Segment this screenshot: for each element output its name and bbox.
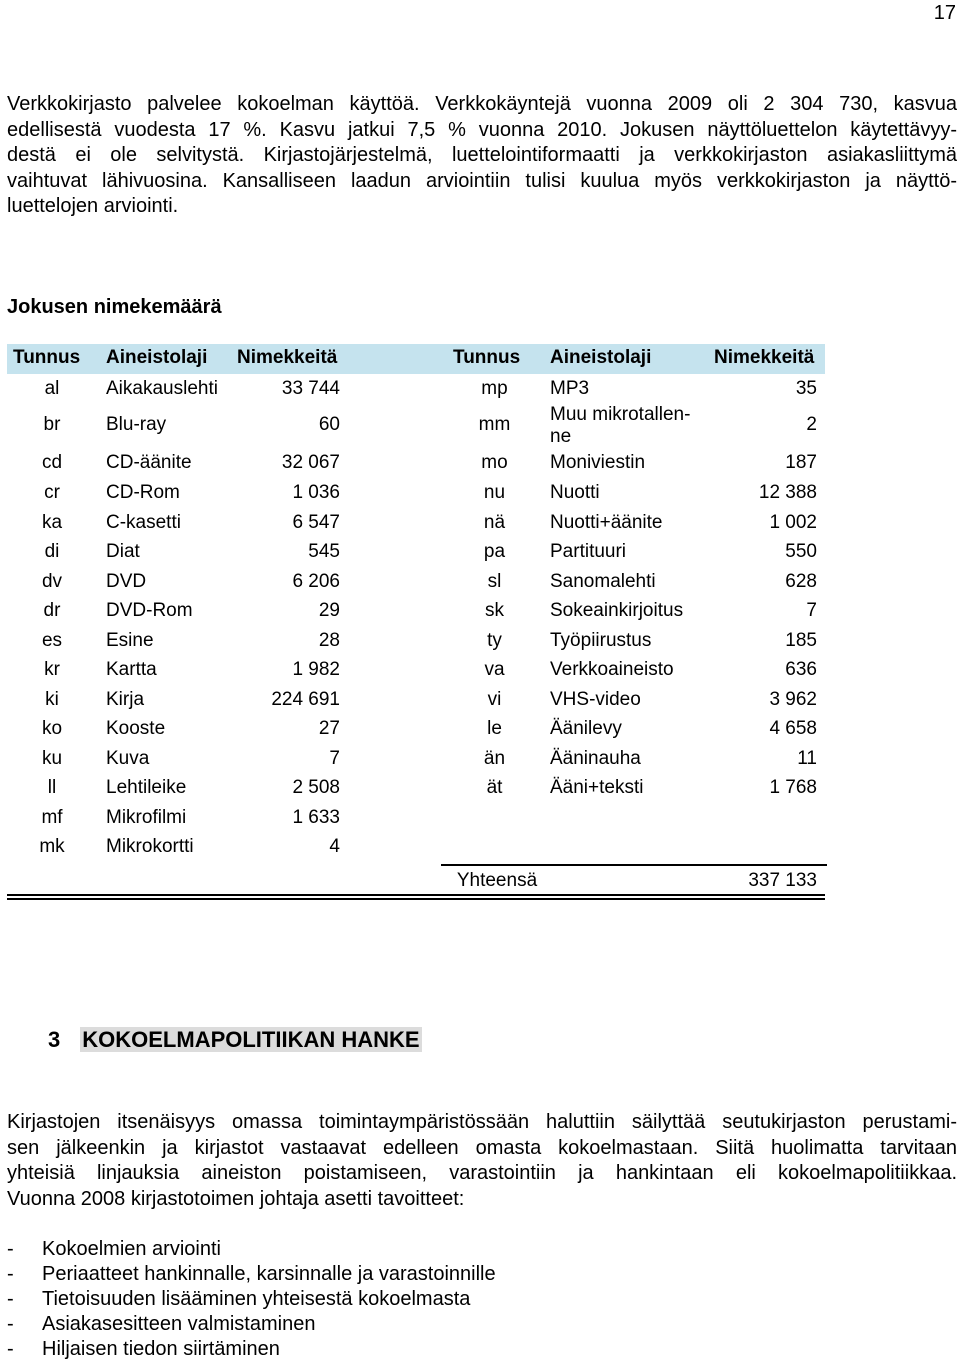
row-nimekkeita-left: 2 508: [292, 777, 340, 798]
row-aineistolaji-left: Aikakauslehti: [106, 378, 218, 399]
row-aineistolaji-left: C-kasetti: [106, 512, 181, 533]
row-tunnus-left: mf: [41, 807, 63, 828]
row-tunnus-left: mk: [39, 836, 65, 857]
section-paragraph: [7, 1110, 957, 1212]
row-aineistolaji-right: Verkkoaineisto: [550, 659, 674, 680]
list-item-text: Hiljaisen tiedon siirtäminen: [42, 1338, 280, 1360]
total-value: 337 133: [748, 870, 817, 891]
row-nimekkeita-left: 1 633: [292, 807, 340, 828]
row-aineistolaji-right: Muu mikrotallen-ne: [550, 404, 691, 447]
row-aineistolaji-left: Esine: [106, 630, 154, 651]
list-item-text: Tietoisuuden lisääminen yhteisestä kokoelmasta: [42, 1288, 471, 1310]
header-tunnus-right: Tunnus: [453, 347, 521, 368]
header-nimekkeita-left: Nimekkeitä: [237, 347, 338, 368]
page-number: 17: [933, 2, 956, 24]
section-heading: [48, 1027, 422, 1053]
intro-line: Verkkokirjasto palvelee kokoelman käyttöä. Verkkokäyntejä vuonna 2009 oli 2 304 730, kasvua: [7, 93, 957, 115]
header-aineistolaji-right: Aineistolaji: [550, 347, 652, 368]
header-nimekkeita-right: Nimekkeitä: [714, 347, 815, 368]
row-nimekkeita-right: 187: [785, 452, 817, 473]
row-tunnus-right: mo: [481, 452, 508, 473]
row-nimekkeita-left: 33 744: [281, 378, 340, 399]
row-nimekkeita-right: 4 658: [769, 718, 817, 739]
list-item: - Asiakasesitteen valmistaminen: [7, 1313, 316, 1335]
row-aineistolaji-left: DVD: [106, 571, 147, 592]
intro-paragraph: [7, 92, 957, 220]
row-nimekkeita-left: 28: [318, 630, 340, 651]
row-nimekkeita-right: 185: [785, 630, 817, 651]
row-nimekkeita-left: 224 691: [271, 689, 340, 710]
intro-line: edellisestä vuodesta 17 %. Kasvu jatkui 7,5 % vuonna 2010. Jokusen näyttöluettelon käytettävyy-: [7, 118, 957, 141]
list-item: - Hiljaisen tiedon siirtäminen: [7, 1338, 280, 1360]
row-nimekkeita-right: 550: [785, 541, 817, 562]
list-item: - Kokoelmien arviointi: [7, 1238, 221, 1260]
row-tunnus-right: sk: [485, 600, 504, 621]
row-tunnus-right: ty: [487, 630, 502, 651]
row-tunnus-left: dr: [43, 600, 61, 621]
row-nimekkeita-right: 12 388: [758, 482, 817, 503]
table-bottom-rule-2: [7, 898, 825, 900]
row-aineistolaji-left: Mikrofilmi: [106, 807, 187, 828]
list-item-text: Kokoelmien arviointi: [42, 1238, 221, 1260]
row-nimekkeita-left: 1 036: [292, 482, 340, 503]
section-line: Kirjastojen itsenäisyys omassa toimintaympäristössään haluttiin säilyttää seutukirjaston perustami-: [7, 1111, 957, 1133]
row-aineistolaji-right: Ääni+teksti: [550, 777, 644, 798]
row-aineistolaji-left: CD-äänite: [106, 452, 192, 473]
row-aineistolaji-left: DVD-Rom: [106, 600, 193, 621]
row-nimekkeita-left: 545: [308, 541, 340, 562]
row-aineistolaji-right: Nuotti: [550, 482, 600, 503]
row-aineistolaji-left: Blu-ray: [106, 414, 167, 435]
row-tunnus-right: le: [487, 718, 502, 739]
row-aineistolaji-left: CD-Rom: [106, 482, 180, 503]
row-tunnus-left: es: [41, 630, 63, 651]
row-aineistolaji-left: Kuva: [106, 748, 150, 769]
row-aineistolaji-left: Kooste: [106, 718, 166, 739]
row-nimekkeita-left: 60: [318, 414, 340, 435]
section-line: yhteisiä linjauksia aineiston poistamiseen, varastointiin ja hankintaan eli kokoelmapolitiikkaa.: [7, 1162, 957, 1184]
row-aineistolaji-right: MP3: [550, 378, 590, 399]
row-nimekkeita-left: 6 547: [292, 512, 340, 533]
intro-line: destä ei ole selvitystä. Kirjastojärjestelmä, luettelointiformaatti ja verkkokirjaston asiakasliittymä: [7, 144, 957, 166]
list-item: - Tietoisuuden lisääminen yhteisestä kokoelmasta: [7, 1288, 471, 1310]
row-aineistolaji-right: Sanomalehti: [550, 571, 656, 592]
row-tunnus-right: än: [483, 748, 506, 769]
row-tunnus-right: mm: [478, 414, 511, 435]
row-aineistolaji-right: Partituuri: [550, 541, 627, 562]
intro-line: vaihtuvat lähivuosina. Kansalliseen laadun arviointiin tulisi kuulua myös verkkokirjaston ja näyttö-: [7, 169, 957, 192]
section-line: Vuonna 2008 kirjastotoimen johtaja asetti tavoitteet:: [7, 1187, 465, 1210]
list-item-text: Periaatteet hankinnalle, karsinnalle ja varastoinnille: [42, 1263, 496, 1285]
row-aineistolaji-left: Lehtileike: [106, 777, 187, 798]
row-nimekkeita-left: 1 982: [292, 659, 340, 680]
total-top-rule: [441, 864, 827, 866]
row-tunnus-left: ku: [41, 748, 63, 769]
row-aineistolaji-right: Äänilevy: [550, 718, 622, 739]
intro-line: luettelojen arviointi.: [7, 195, 179, 217]
row-tunnus-left: ki: [45, 689, 59, 710]
row-nimekkeita-right: 1 002: [769, 512, 817, 533]
row-aineistolaji-left: Kartta: [106, 659, 157, 680]
row-nimekkeita-right: 35: [795, 378, 817, 399]
row-tunnus-left: br: [43, 414, 61, 435]
row-tunnus-right: vi: [487, 689, 502, 710]
row-tunnus-left: cd: [41, 452, 63, 473]
row-nimekkeita-left: 7: [329, 748, 340, 769]
row-tunnus-left: al: [44, 378, 60, 399]
row-tunnus-right: pa: [483, 541, 506, 562]
row-tunnus-right: sl: [487, 571, 502, 592]
row-tunnus-left: kr: [44, 659, 60, 680]
row-tunnus-right: nä: [483, 512, 506, 533]
row-aineistolaji-right: Moniviestin: [550, 452, 646, 473]
row-tunnus-right: ät: [486, 777, 503, 798]
header-aineistolaji-left: Aineistolaji: [106, 347, 208, 368]
row-nimekkeita-right: 1 768: [769, 777, 817, 798]
row-aineistolaji-right: Ääninauha: [550, 748, 641, 769]
row-nimekkeita-right: 2: [806, 414, 817, 435]
row-nimekkeita-right: 636: [785, 659, 817, 680]
goal-list: [7, 1237, 496, 1362]
header-tunnus-left: Tunnus: [13, 347, 81, 368]
row-tunnus-left: ka: [41, 512, 63, 533]
list-item: - Periaatteet hankinnalle, karsinnalle ja varastoinnille: [7, 1263, 496, 1285]
row-tunnus-right: va: [484, 659, 505, 680]
row-aineistolaji-right: Nuotti+äänite: [550, 512, 663, 533]
row-aineistolaji-left: Diat: [106, 541, 140, 562]
table-bottom-rule: [7, 894, 825, 896]
row-nimekkeita-left: 32 067: [281, 452, 340, 473]
table-title: Jokusen nimekemäärä: [7, 296, 222, 318]
list-item-text: Asiakasesitteen valmistaminen: [42, 1313, 316, 1335]
row-nimekkeita-left: 29: [318, 600, 340, 621]
row-nimekkeita-right: 7: [806, 600, 817, 621]
row-nimekkeita-right: 628: [785, 571, 817, 592]
section-title: KOKOELMAPOLITIIKAN HANKE: [82, 1027, 420, 1052]
row-nimekkeita-right: 11: [797, 748, 817, 769]
row-tunnus-left: dv: [41, 571, 63, 592]
row-tunnus-left: di: [44, 541, 60, 562]
table-header-row: [7, 344, 825, 374]
row-aineistolaji-left: Mikrokortti: [106, 836, 194, 857]
row-nimekkeita-left: 27: [318, 718, 340, 739]
section-line: sen jälkeenkin ja kirjastot vastaavat edelleen omasta kokoelmastaan. Siitä huolimatta tarvitaan: [7, 1136, 957, 1159]
row-aineistolaji-right: Työpiirustus: [550, 630, 652, 651]
total-label: Yhteensä: [456, 870, 538, 891]
row-aineistolaji-left: Kirja: [106, 689, 145, 710]
row-tunnus-left: cr: [44, 482, 60, 503]
row-aineistolaji-right: Sokeainkirjoitus: [550, 600, 684, 621]
row-tunnus-right: nu: [483, 482, 506, 503]
row-nimekkeita-left: 6 206: [292, 571, 340, 592]
row-aineistolaji-right: VHS-video: [550, 689, 641, 710]
row-nimekkeita-left: 4: [329, 836, 340, 857]
section-number: 3: [48, 1027, 61, 1052]
row-tunnus-right: mp: [481, 378, 508, 399]
row-nimekkeita-right: 3 962: [769, 689, 817, 710]
row-tunnus-left: ll: [47, 777, 57, 798]
row-tunnus-left: ko: [41, 718, 63, 739]
